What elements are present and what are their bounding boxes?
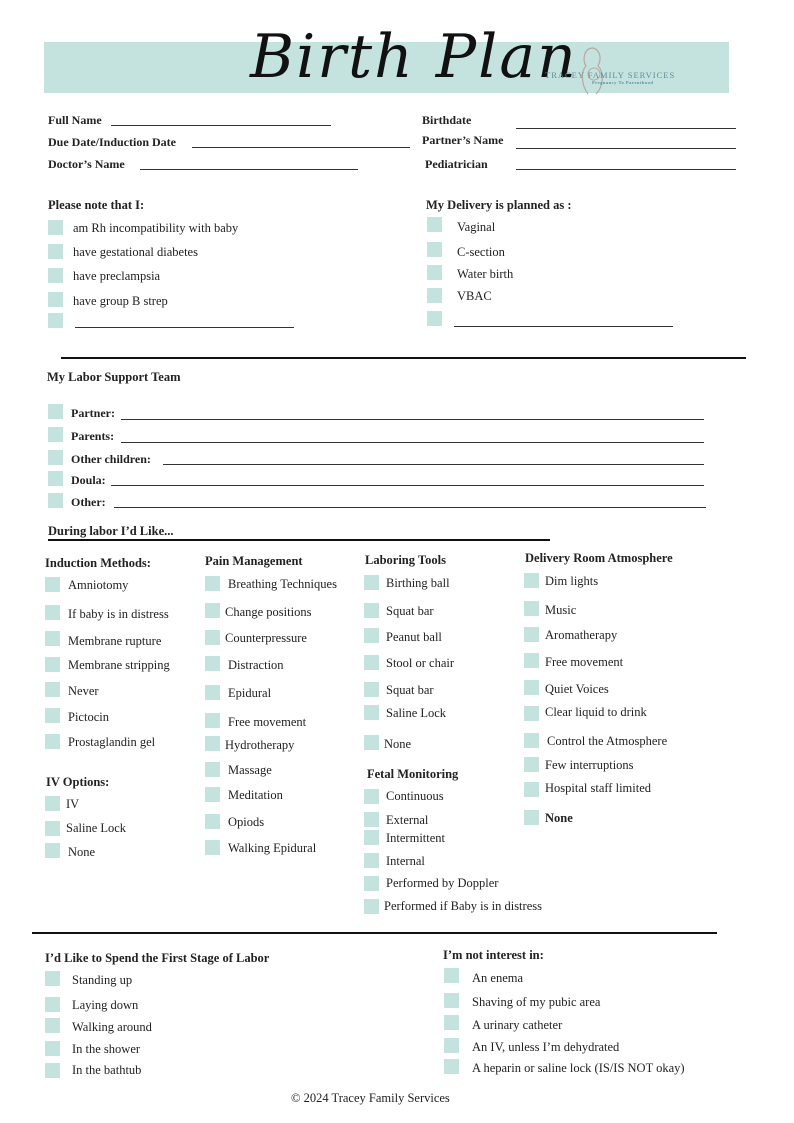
tools-checkbox[interactable] <box>364 628 379 643</box>
atmosphere-item: Hospital staff limited <box>545 781 652 795</box>
iv-checkbox[interactable] <box>45 821 60 836</box>
iv-item: Saline Lock <box>66 821 127 835</box>
support-checkbox[interactable] <box>48 427 63 442</box>
please-note-checkbox[interactable] <box>48 268 63 283</box>
birthdate-field[interactable] <box>516 128 736 129</box>
partner-name-field[interactable] <box>516 148 736 149</box>
tools-item: Peanut ball <box>386 630 442 644</box>
section-divider <box>32 932 717 934</box>
atmosphere-item: None <box>545 811 573 825</box>
not-interested-item: An enema <box>472 971 524 985</box>
copyright-footer: © 2024 Tracey Family Services <box>291 1091 450 1105</box>
first-stage-checkbox[interactable] <box>45 1018 60 1033</box>
not-interested-checkbox[interactable] <box>444 993 459 1008</box>
please-note-checkbox[interactable] <box>48 244 63 259</box>
tools-checkbox[interactable] <box>364 575 379 590</box>
atmosphere-item: Control the Atmosphere <box>547 734 668 748</box>
tools-checkbox[interactable] <box>364 603 379 618</box>
birthdate-label: Birthdate <box>422 113 472 127</box>
support-label: Other: <box>71 495 106 509</box>
atmosphere-item: Quiet Voices <box>545 682 609 696</box>
support-checkbox[interactable] <box>48 450 63 465</box>
please-note-checkbox[interactable] <box>48 220 63 235</box>
fetal-item: Intermittent <box>386 831 446 845</box>
support-checkbox[interactable] <box>48 493 63 508</box>
tools-checkbox[interactable] <box>364 682 379 697</box>
iv-checkbox[interactable] <box>45 796 60 811</box>
support-checkbox[interactable] <box>48 471 63 486</box>
first-stage-item: Laying down <box>72 998 139 1012</box>
pain-checkbox[interactable] <box>205 840 220 855</box>
pain-item: Massage <box>228 763 272 777</box>
during-labor-underline <box>48 539 550 541</box>
tools-item: Birthing ball <box>386 576 450 590</box>
section-divider <box>61 357 746 359</box>
please-note-item: have gestational diabetes <box>73 245 198 259</box>
please-note-checkbox[interactable] <box>48 313 63 328</box>
delivery-checkbox[interactable] <box>427 242 442 257</box>
support-label: Other children: <box>71 452 151 466</box>
induction-checkbox[interactable] <box>45 734 60 749</box>
tools-item: None <box>384 737 412 751</box>
first-stage-item: Walking around <box>72 1020 152 1034</box>
delivery-checkbox[interactable] <box>427 217 442 232</box>
not-interested-item: Shaving of my pubic area <box>472 995 601 1009</box>
tools-heading: Laboring Tools <box>365 553 446 567</box>
fetal-heading: Fetal Monitoring <box>367 767 459 781</box>
not-interested-item: A heparin or saline lock (IS/IS NOT okay) <box>472 1061 685 1075</box>
atmosphere-checkbox[interactable] <box>524 810 539 825</box>
not-interested-item: An IV, unless I’m dehydrated <box>472 1040 620 1054</box>
pain-checkbox[interactable] <box>205 736 220 751</box>
pain-checkbox[interactable] <box>205 762 220 777</box>
induction-checkbox[interactable] <box>45 631 60 646</box>
first-stage-item: In the bathtub <box>72 1063 142 1077</box>
logo-text: TRACEY FAMILY SERVICES <box>545 70 676 80</box>
not-interested-checkbox[interactable] <box>444 968 459 983</box>
tools-checkbox[interactable] <box>364 735 379 750</box>
pain-item: Walking Epidural <box>228 841 317 855</box>
pain-item: Distraction <box>228 658 284 672</box>
induction-item: Pictocin <box>68 710 109 724</box>
pain-checkbox[interactable] <box>205 787 220 802</box>
atmosphere-item: Few interruptions <box>545 758 634 772</box>
partner-name-label: Partner’s Name <box>422 133 504 147</box>
induction-item: Membrane rupture <box>68 634 162 648</box>
pediatrician-label: Pediatrician <box>425 157 488 171</box>
support-team-heading: My Labor Support Team <box>47 370 181 384</box>
atmosphere-checkbox[interactable] <box>524 733 539 748</box>
fetal-item: Performed if Baby is in distress <box>384 899 542 913</box>
delivery-checkbox[interactable] <box>427 311 442 326</box>
first-stage-item: Standing up <box>72 973 133 987</box>
pain-item: Meditation <box>228 788 283 802</box>
fetal-checkbox[interactable] <box>364 876 379 891</box>
support-other-children-field[interactable] <box>163 464 704 465</box>
fetal-checkbox[interactable] <box>364 812 379 827</box>
doctor-label: Doctor’s Name <box>48 157 125 171</box>
fetal-item: Internal <box>386 854 425 868</box>
support-label: Partner: <box>71 406 115 420</box>
iv-item: IV <box>66 797 80 811</box>
atmosphere-checkbox[interactable] <box>524 653 539 668</box>
please-note-other-field[interactable] <box>75 327 294 328</box>
pain-item: Hydrotherapy <box>225 738 295 752</box>
induction-item: Prostaglandin gel <box>68 735 156 749</box>
not-interested-checkbox[interactable] <box>444 1015 459 1030</box>
atmosphere-checkbox[interactable] <box>524 706 539 721</box>
pain-checkbox[interactable] <box>205 603 220 618</box>
support-doula-field[interactable] <box>111 485 704 486</box>
tools-checkbox[interactable] <box>364 655 379 670</box>
delivery-other-field[interactable] <box>454 326 673 327</box>
induction-checkbox[interactable] <box>45 708 60 723</box>
delivery-checkbox[interactable] <box>427 265 442 280</box>
delivery-item: Water birth <box>457 267 514 281</box>
induction-checkbox[interactable] <box>45 605 60 620</box>
pain-checkbox[interactable] <box>205 656 220 671</box>
page-title: Birth Plan <box>250 22 578 92</box>
tools-item: Stool or chair <box>386 656 455 670</box>
first-stage-checkbox[interactable] <box>45 1063 60 1078</box>
first-stage-checkbox[interactable] <box>45 971 60 986</box>
pain-item: Opiods <box>228 815 265 829</box>
support-checkbox[interactable] <box>48 404 63 419</box>
please-note-item: have preclampsia <box>73 269 161 283</box>
atmosphere-checkbox[interactable] <box>524 627 539 642</box>
tools-item: Squat bar <box>386 604 434 618</box>
atmosphere-checkbox[interactable] <box>524 782 539 797</box>
fetal-checkbox[interactable] <box>364 830 379 845</box>
logo-tagline: Pregnancy To Parenthood <box>592 80 654 85</box>
induction-item: Never <box>68 684 99 698</box>
pediatrician-field[interactable] <box>516 169 736 170</box>
delivery-heading: My Delivery is planned as : <box>426 198 572 212</box>
pain-checkbox[interactable] <box>205 814 220 829</box>
induction-item: Membrane stripping <box>68 658 170 672</box>
pain-checkbox[interactable] <box>205 630 220 645</box>
induction-checkbox[interactable] <box>45 682 60 697</box>
pain-item: Free movement <box>228 715 307 729</box>
full-name-field[interactable] <box>111 125 331 126</box>
atmosphere-checkbox[interactable] <box>524 680 539 695</box>
delivery-checkbox[interactable] <box>427 288 442 303</box>
fetal-item: External <box>386 813 429 827</box>
atmosphere-item: Free movement <box>545 655 624 669</box>
first-stage-item: In the shower <box>72 1042 141 1056</box>
tools-item: Squat bar <box>386 683 434 697</box>
doctor-field[interactable] <box>140 169 358 170</box>
pain-item: Epidural <box>228 686 272 700</box>
please-note-item: have group B strep <box>73 294 168 308</box>
iv-item: None <box>68 845 96 859</box>
induction-checkbox[interactable] <box>45 657 60 672</box>
delivery-item: Vaginal <box>457 220 496 234</box>
tools-item: Saline Lock <box>386 706 447 720</box>
first-stage-heading: I’d Like to Spend the First Stage of Labor <box>45 951 270 965</box>
iv-checkbox[interactable] <box>45 843 60 858</box>
atmosphere-checkbox[interactable] <box>524 573 539 588</box>
not-interested-checkbox[interactable] <box>444 1059 459 1074</box>
atmosphere-heading: Delivery Room Atmosphere <box>525 551 673 565</box>
not-interested-item: A urinary catheter <box>472 1018 563 1032</box>
not-interested-checkbox[interactable] <box>444 1038 459 1053</box>
induction-item: Amniotomy <box>68 578 129 592</box>
support-parents-field[interactable] <box>121 442 704 443</box>
delivery-item: VBAC <box>457 289 492 303</box>
induction-heading: Induction Methods: <box>45 556 151 570</box>
delivery-item: C-section <box>457 245 505 259</box>
first-stage-checkbox[interactable] <box>45 1041 60 1056</box>
atmosphere-checkbox[interactable] <box>524 757 539 772</box>
please-note-heading: Please note that I: <box>48 198 145 212</box>
fetal-checkbox[interactable] <box>364 789 379 804</box>
pain-item: Breathing Techniques <box>228 577 337 591</box>
during-labor-heading: During labor I’d Like... <box>48 524 174 538</box>
fetal-checkbox[interactable] <box>364 853 379 868</box>
tools-checkbox[interactable] <box>364 705 379 720</box>
due-date-label: Due Date/Induction Date <box>48 135 176 149</box>
not-interested-heading: I’m not interest in: <box>443 948 544 962</box>
pain-item: Counterpressure <box>225 631 307 645</box>
induction-item: If baby is in distress <box>68 607 169 621</box>
fetal-checkbox[interactable] <box>364 899 379 914</box>
atmosphere-item: Aromatherapy <box>545 628 618 642</box>
first-stage-checkbox[interactable] <box>45 997 60 1012</box>
fetal-item: Performed by Doppler <box>386 876 499 890</box>
pain-checkbox[interactable] <box>205 713 220 728</box>
atmosphere-checkbox[interactable] <box>524 601 539 616</box>
induction-checkbox[interactable] <box>45 577 60 592</box>
please-note-checkbox[interactable] <box>48 292 63 307</box>
support-label: Doula: <box>71 473 106 487</box>
support-partner-field[interactable] <box>121 419 704 420</box>
atmosphere-item: Music <box>545 603 577 617</box>
fetal-item: Continuous <box>386 789 444 803</box>
atmosphere-item: Clear liquid to drink <box>545 705 647 719</box>
pain-heading: Pain Management <box>205 554 303 568</box>
iv-options-heading: IV Options: <box>46 775 110 789</box>
support-label: Parents: <box>71 429 115 443</box>
pain-checkbox[interactable] <box>205 685 220 700</box>
atmosphere-item: Dim lights <box>545 574 599 588</box>
pain-item: Change positions <box>225 605 312 619</box>
pain-checkbox[interactable] <box>205 576 220 591</box>
due-date-field[interactable] <box>192 147 410 148</box>
full-name-label: Full Name <box>48 113 102 127</box>
please-note-item: am Rh incompatibility with baby <box>73 221 239 235</box>
support-other-field[interactable] <box>114 507 706 508</box>
